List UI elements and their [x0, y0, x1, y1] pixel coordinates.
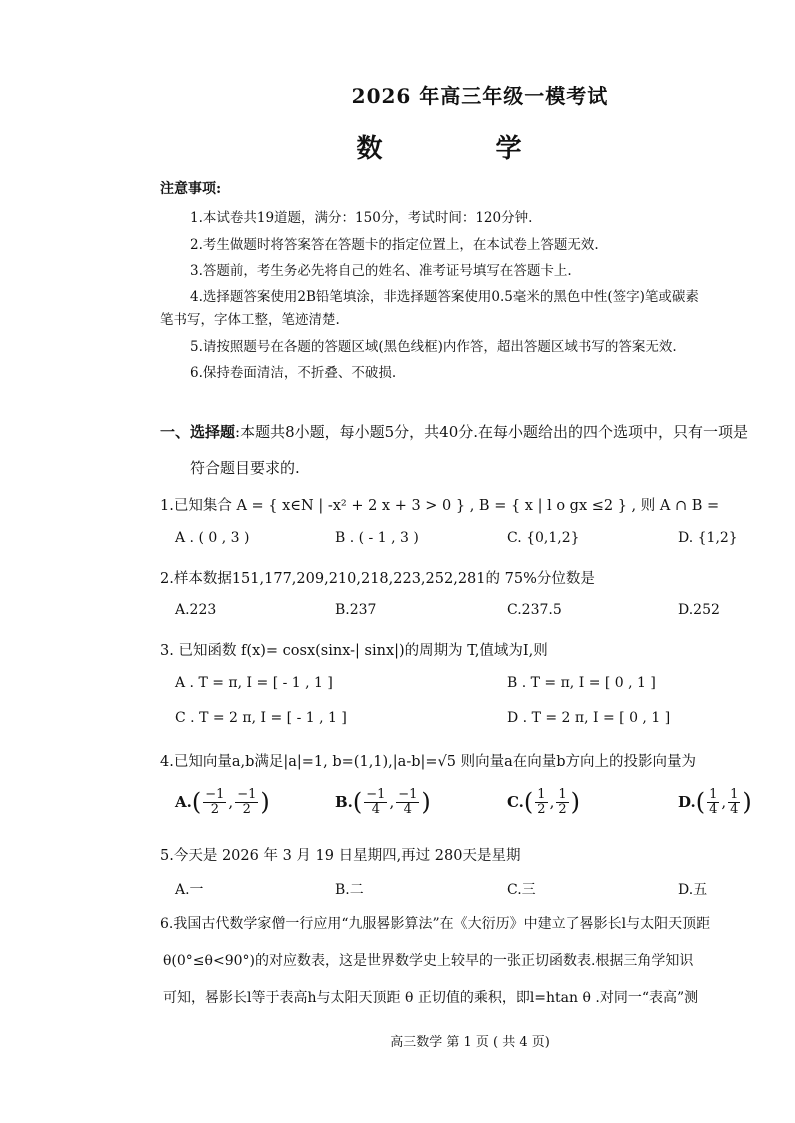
left-paren: ( — [695, 788, 706, 817]
note-item: 4.选择题答案使用2B铅笔填涂，非选择题答案使用0.5毫米的黑色中性(签字)笔或碳素 — [190, 289, 699, 305]
question-2-stem: 2.样本数据151,177,209,210,218,223,252,281的 75%分位数是 — [160, 571, 595, 587]
left-paren: ( — [352, 788, 363, 817]
numerator: −1 — [366, 787, 386, 802]
page-footer: 高三数学 第 1 页 ( 共 4 页) — [390, 1035, 550, 1050]
denominator: 4 — [730, 801, 739, 817]
note-item: 笔书写，字体工整，笔迹清楚. — [160, 312, 340, 328]
fraction — [535, 788, 547, 816]
numerator: −1 — [205, 787, 225, 802]
q3-option-d: D . T = 2 π, I = [ 0 , 1 ] — [507, 710, 671, 726]
section-text-2: 符合题目要求的. — [190, 459, 300, 477]
right-paren: ) — [742, 788, 752, 817]
fraction — [396, 788, 419, 816]
notes-heading: 注意事项: — [160, 181, 222, 197]
fraction — [728, 788, 740, 816]
exam-title: 2026 年高三年级一模考试 — [351, 84, 609, 108]
q5-option-b: B.二 — [335, 882, 364, 898]
comma: , — [721, 793, 727, 812]
q2-option-c: C.237.5 — [507, 602, 562, 618]
right-paren: ) — [260, 788, 270, 817]
note-item: 3.答题前，考生务必先将自己的姓名、准考证号填写在答题卡上. — [190, 263, 572, 279]
denominator: 4 — [371, 801, 380, 817]
q5-option-a: A.一 — [175, 882, 204, 898]
question-6-line-3: 可知，晷影长l等于表高h与太阳天顶距 θ 正切值的乘积，即l=htan θ .对同一“表高”测 — [163, 990, 699, 1006]
q4-option-letter: A. — [175, 793, 192, 812]
denominator: 2 — [558, 801, 567, 817]
q4-option-letter: D. — [678, 793, 696, 812]
q3-option-b: B . T = π, I = [ 0 , 1 ] — [507, 675, 656, 691]
left-paren: ( — [191, 788, 202, 817]
fraction — [364, 788, 387, 816]
section-heading — [160, 421, 748, 442]
q2-option-a: A.223 — [175, 602, 217, 618]
question-5-stem: 5.今天是 2026 年 3 月 19 日星期四,再过 280天是星期 — [160, 848, 521, 864]
question-3-stem: 3. 已知函数 f(x)= cosx(sinx-| sinx|)的周期为 T,值域为I,则 — [160, 643, 548, 659]
note-item: 6.保持卷面清洁，不折叠、不破损. — [190, 365, 397, 381]
comma: , — [549, 793, 555, 812]
right-paren: ) — [421, 788, 431, 817]
denominator: 2 — [210, 801, 219, 817]
denominator: 4 — [403, 801, 412, 817]
fraction — [556, 788, 568, 816]
numerator: 1 — [730, 787, 739, 802]
fraction — [235, 788, 258, 816]
q2-option-d: D.252 — [678, 602, 720, 618]
question-6-line-1: 6.我国古代数学家僧一行应用“九服晷影算法”在《大衍历》中建立了晷影长l与太阳天顶距 — [160, 916, 711, 932]
q1-option-b: B . ( - 1 , 3 ) — [335, 530, 419, 546]
q3-option-c: C . T = 2 π, I = [ - 1 , 1 ] — [175, 710, 347, 726]
subject-title: 数 学 — [356, 134, 574, 164]
q4-option-letter: C. — [507, 793, 524, 812]
q4-option-c — [507, 788, 580, 816]
q5-option-d: D.五 — [678, 882, 708, 898]
comma: , — [228, 793, 234, 812]
denominator: 2 — [537, 801, 546, 817]
numerator: −1 — [237, 787, 257, 802]
numerator: 1 — [558, 787, 567, 802]
fraction — [203, 788, 226, 816]
q1-option-c: C. {0,1,2} — [507, 530, 580, 546]
numerator: 1 — [709, 787, 718, 802]
section-text: :本题共8小题，每小题5分，共40分.在每小题给出的四个选项中，只有一项是 — [235, 423, 749, 441]
question-4-stem: 4.已知向量a,b满足|a|=1, b=(1,1),|a-b|=√5 则向量a在向量b方向上的投影向量为 — [160, 754, 697, 770]
note-item: 2.考生做题时将答案答在答题卡的指定位置上，在本试卷上答题无效. — [190, 237, 599, 253]
fraction — [707, 788, 719, 816]
comma: , — [389, 793, 395, 812]
q3-option-a: A . T = π, I = [ - 1 , 1 ] — [175, 675, 333, 691]
q1-option-a: A . ( 0 , 3 ) — [175, 530, 250, 546]
denominator: 4 — [709, 801, 718, 817]
right-paren: ) — [570, 788, 580, 817]
left-paren: ( — [523, 788, 534, 817]
numerator: 1 — [537, 787, 546, 802]
q4-option-a — [175, 788, 270, 816]
q4-option-letter: B. — [335, 793, 353, 812]
q1-option-d: D. {1,2} — [678, 530, 738, 546]
question-6-line-2: θ(0°≤θ<90°)的对应数表，这是世界数学史上较早的一张正切函数表.根据三角学知识 — [163, 953, 694, 969]
q4-option-d — [678, 788, 752, 816]
q5-option-c: C.三 — [507, 882, 536, 898]
question-1-stem: 1.已知集合 A = { x∈N | -x² + 2 x + 3 > 0 } , B = { x | l o gx ≤2 } , 则 A ∩ B = — [160, 498, 720, 514]
note-item: 1.本试卷共19道题，满分：150分，考试时间：120分钟. — [190, 210, 533, 226]
q4-option-b — [335, 788, 431, 816]
note-item: 5.请按照题号在各题的答题区域(黑色线框)内作答，超出答题区域书写的答案无效. — [190, 339, 677, 355]
section-label: 一、选择题 — [160, 423, 236, 441]
denominator: 2 — [242, 801, 251, 817]
q2-option-b: B.237 — [335, 602, 377, 618]
numerator: −1 — [398, 787, 418, 802]
